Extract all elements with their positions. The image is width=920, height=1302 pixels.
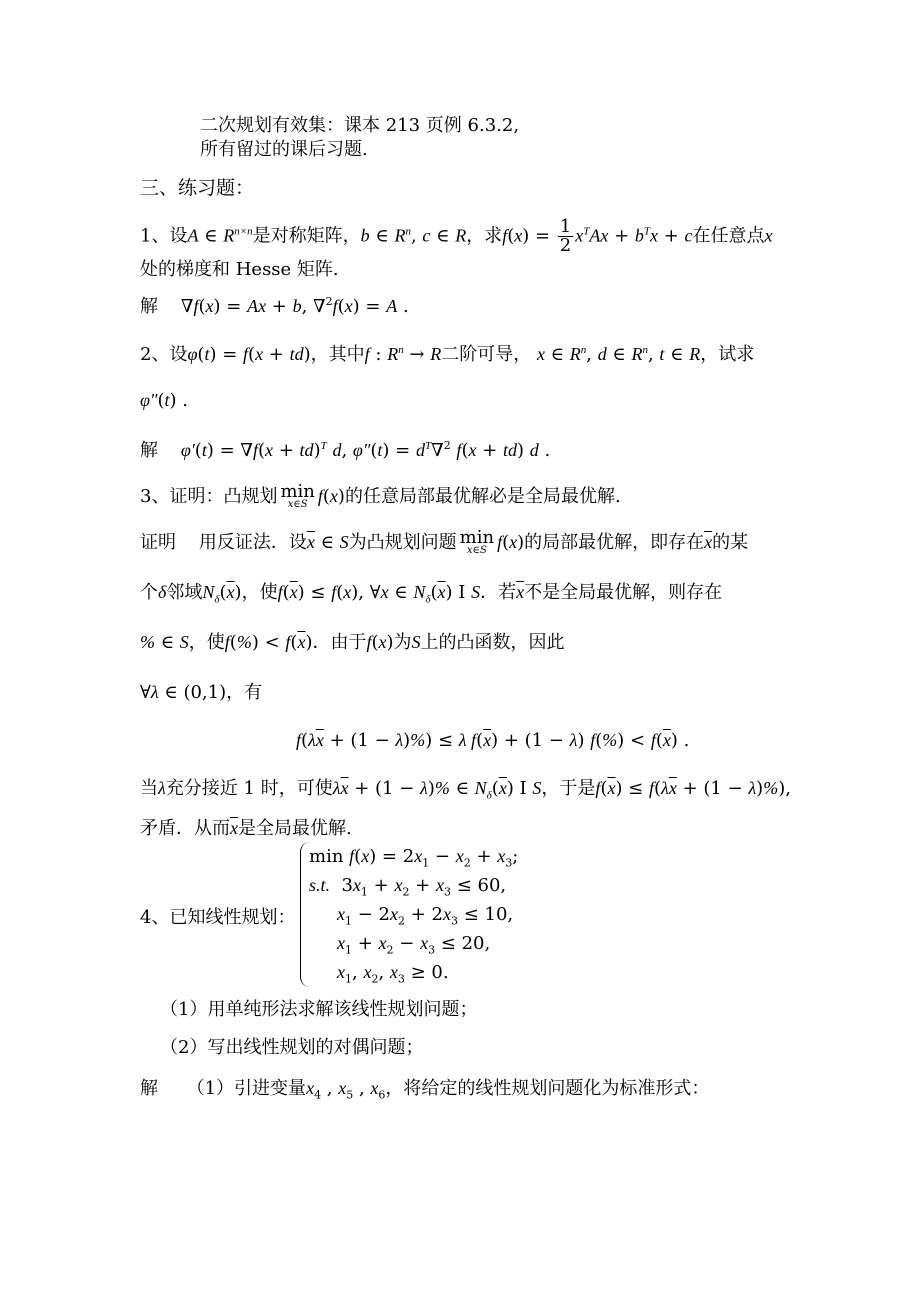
lp-constraint-1: s.t. $3x_1 + x_2 + x_3 \le 60$,	[309, 875, 507, 899]
problem-4-question-2: （2）写出线性规划的对偶问题；	[160, 1037, 424, 1058]
problem-1-line-2: 处的梯度和 Hesse 矩阵.	[140, 259, 339, 280]
proof-line-2: 个δ邻域$N_\delta(\overline{x})$，使$f(\overline{x}) \le f(x)$, ∀x ∈ $N_\delta(\overline{x})$ I S．若$\overline{x}$不是全局最优解，则存在	[140, 582, 723, 606]
problem-2-line-2: φ″(t) .	[140, 390, 188, 411]
lp-objective: $\min f(x) = 2x_1 - x_2 + x_3$;	[309, 846, 519, 870]
proof-inequality: $f(\lambda\overline{x} + (1 - \lambda)\%) \le \lambda$ $f(\overline{x}) + (1 - \lambda) f(\%) < f(\overline{x})$ .	[296, 730, 690, 751]
review-line-2: 所有留过的课后习题.	[200, 139, 368, 160]
proof-line-1: 证明 用反证法．设$\overline{x}$ ∈ S为凸规划问题 min x∈S f(x)的局部最优解，即存在$\overline{x}$的某	[140, 527, 749, 556]
lp-constraint-3: $x_1 + x_2 - x_3 \le 20$,	[337, 933, 491, 957]
lp-constraint-4: $x_1$, $x_2$, $x_3 \ge 0$.	[337, 962, 449, 986]
proof-line-7: 矛盾．从而$\overline{x}$是全局最优解.	[140, 818, 352, 839]
problem-4-solution: 解 （1）引进变量$x_4$ , $x_5$ , $x_6$，将给定的线性规划问题化为标准形式：	[140, 1078, 710, 1102]
problem-3-title: 3、证明：凸规划 min x∈S f(x)的任意局部最优解必是全局最优解.	[140, 481, 621, 510]
problem-4-prefix: 4、已知线性规划：	[140, 907, 296, 928]
section-title: 三、练习题：	[140, 177, 255, 199]
solution-1: 解 ∇f(x) = Ax + b, ∇$^2$f(x) = A .	[140, 295, 409, 317]
problem-1-line-1: 1、设A ∈ $R^{n\times n}$是对称矩阵，b ∈ $R^n$, c ∈ R，求f(x) = $\frac{1}{2}$ $x^TAx + b^Tx + c$在任意点x	[140, 216, 773, 256]
review-line-1: 二次规划有效集：课本 213 页例 6.3.2,	[200, 115, 520, 136]
proof-line-4: ∀λ ∈ (0,1)，有	[140, 682, 263, 703]
problem-4-question-1: （1）用单纯形法求解该线性规划问题；	[160, 999, 478, 1020]
linear-program-system	[300, 842, 518, 987]
proof-line-6: 当λ充分接近 1 时，可使$\lambda\overline{x} + (1 - \lambda)\%$ ∈ $N_\delta(\overline{x})$ I S，于是$f(\overline{x}) \le f(\lambda\overline{x} + (1 - \lambda)\%)$,	[140, 778, 791, 802]
proof-line-3: % ∈ S，使$f(\%) < f(\overline{x})$．由于f(x)为S上的凸函数，因此	[140, 632, 565, 653]
problem-2-line-1: 2、设φ(t) = f(x + td)，其中f : $R^n \to R$二阶可导， x ∈ $R^n$, d ∈ $R^n$, t ∈ R，试求	[140, 344, 755, 365]
solution-2: 解 φ′(t) = ∇f(x + td)$^T$ d, $\varphi''(t) = d^T\nabla^2$ f(x + td) d .	[140, 439, 551, 461]
lp-constraint-2: $x_1 - 2x_2 + 2x_3 \le 10$,	[337, 904, 514, 928]
